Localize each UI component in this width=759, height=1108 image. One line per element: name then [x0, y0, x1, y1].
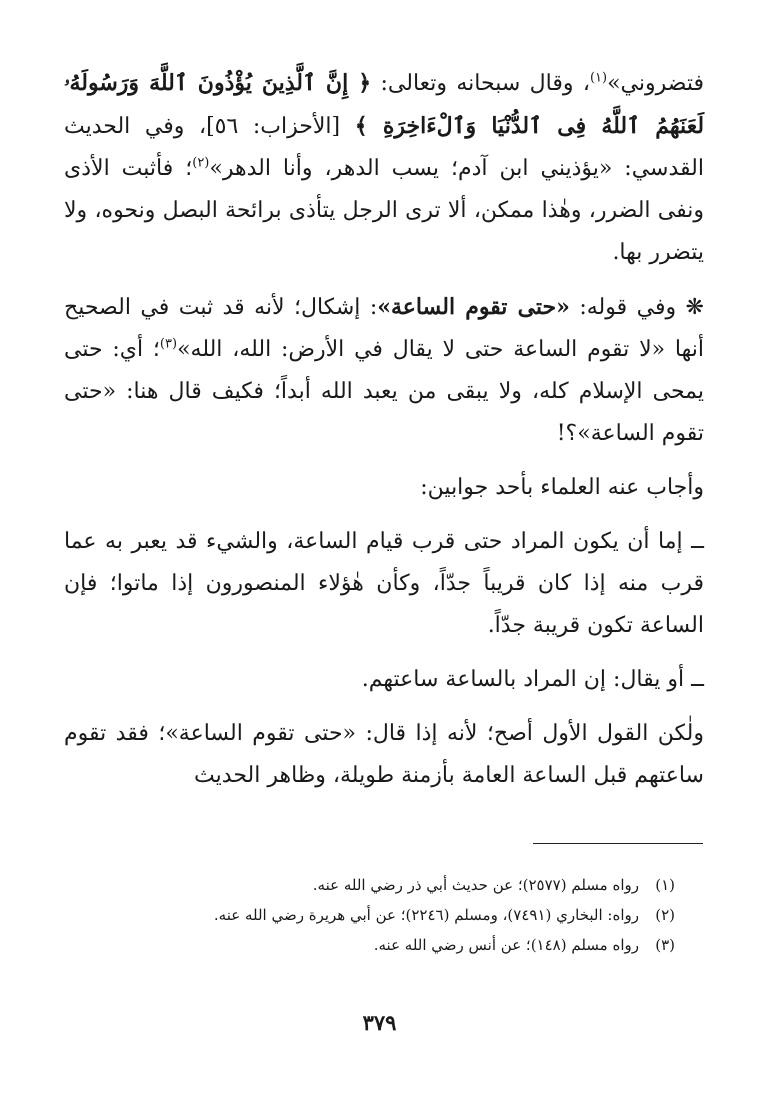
paragraph-2 — [64, 286, 704, 455]
footnote-number: (١) — [655, 876, 675, 894]
bold-phrase: «حتى تقوم الساعة» — [377, 294, 570, 320]
main-text — [64, 62, 704, 797]
footnote-number: (٣) — [655, 936, 675, 954]
footnote-text: رواه: البخاري (٧٤٩١)، ومسلم (٢٢٤٦)؛ عن أبي هريرة رضي الله عنه. — [213, 906, 639, 924]
quran-verse: ﴿ إِنَّ ٱلَّذِينَ يُؤْذُونَ ٱللَّهَ وَرَسُولَهُۥ لَعَنَهُمُ ٱللَّهُ فِى ٱلدُّنْيَا وَٱلْءَاخِرَةِ ﴾ — [64, 70, 705, 139]
text-span: ؛ فأثبت الأذى ونفى الضرر، وهٰذا ممكن، ألا ترى الرجل يتأذى برائحة البصل ونحوه، ولا يتضرر بها. — [64, 156, 704, 265]
text-span: ❋ وفي قوله: — [569, 295, 704, 320]
paragraph-3: وأجاب عنه العلماء بأحد جوابين: — [420, 475, 704, 500]
footnote-ref-3[interactable]: (٣) — [159, 336, 178, 352]
paragraph-6: ولٰكن القول الأول أصح؛ لأنه إذا قال: «حتى تقوم الساعة»؛ فقد تقوم ساعتهم قبل الساعة العامة بأزمنة طويلة، وظاهر الحديث — [64, 721, 704, 788]
footnote-3 — [75, 930, 675, 960]
page-number: ٣٧٩ — [362, 1010, 397, 1035]
footnote-text: رواه مسلم (١٤٨)؛ عن أنس رضي الله عنه. — [373, 936, 639, 954]
text-span: ، وقال سبحانه وتعالى: — [371, 71, 590, 96]
text-span: ؛ أي: حتى يمحى الإسلام كله، ولا يبقى من يعبد الله أبداً؛ فكيف قال هنا: «حتى تقوم الساعة»؟! — [64, 337, 704, 446]
footnote-divider — [533, 843, 703, 844]
footnote-ref-1[interactable]: (١) — [589, 70, 608, 86]
footnote-ref-2[interactable]: (٢) — [192, 155, 210, 171]
paragraph-4: ــ إما أن يكون المراد حتى قرب قيام الساعة، والشيء قد يعبر به عما قرب منه إذا كان قريباً جدّاً، وكأن هٰؤلاء المنصورون إذا ماتوا؛ فإن الساعة تكون قريبة جدّاً. — [64, 529, 704, 638]
footnote-1 — [75, 870, 675, 900]
footnote-number: (٢) — [655, 906, 675, 924]
paragraph-1 — [64, 62, 704, 274]
footnote-2 — [75, 900, 675, 930]
text-span: فتضروني» — [607, 71, 704, 96]
text-span: : إشكال؛ لأنه قد ثبت في الصحيح أنها «لا تقوم الساعة حتى لا يقال في الأرض: الله، الله» — [64, 295, 704, 362]
paragraph-5: ــ أو يقال: إن المراد بالساعة ساعتهم. — [361, 667, 704, 692]
footnotes — [75, 870, 675, 960]
text-span: [الأحزاب: ٥٦]، وفي الحديث القدسي: «يؤذيني ابن آدم؛ يسب الدهر، وأنا الدهر» — [64, 114, 704, 181]
footnote-text: رواه مسلم (٢٥٧٧)؛ عن حديث أبي ذر رضي الله عنه. — [312, 876, 639, 894]
